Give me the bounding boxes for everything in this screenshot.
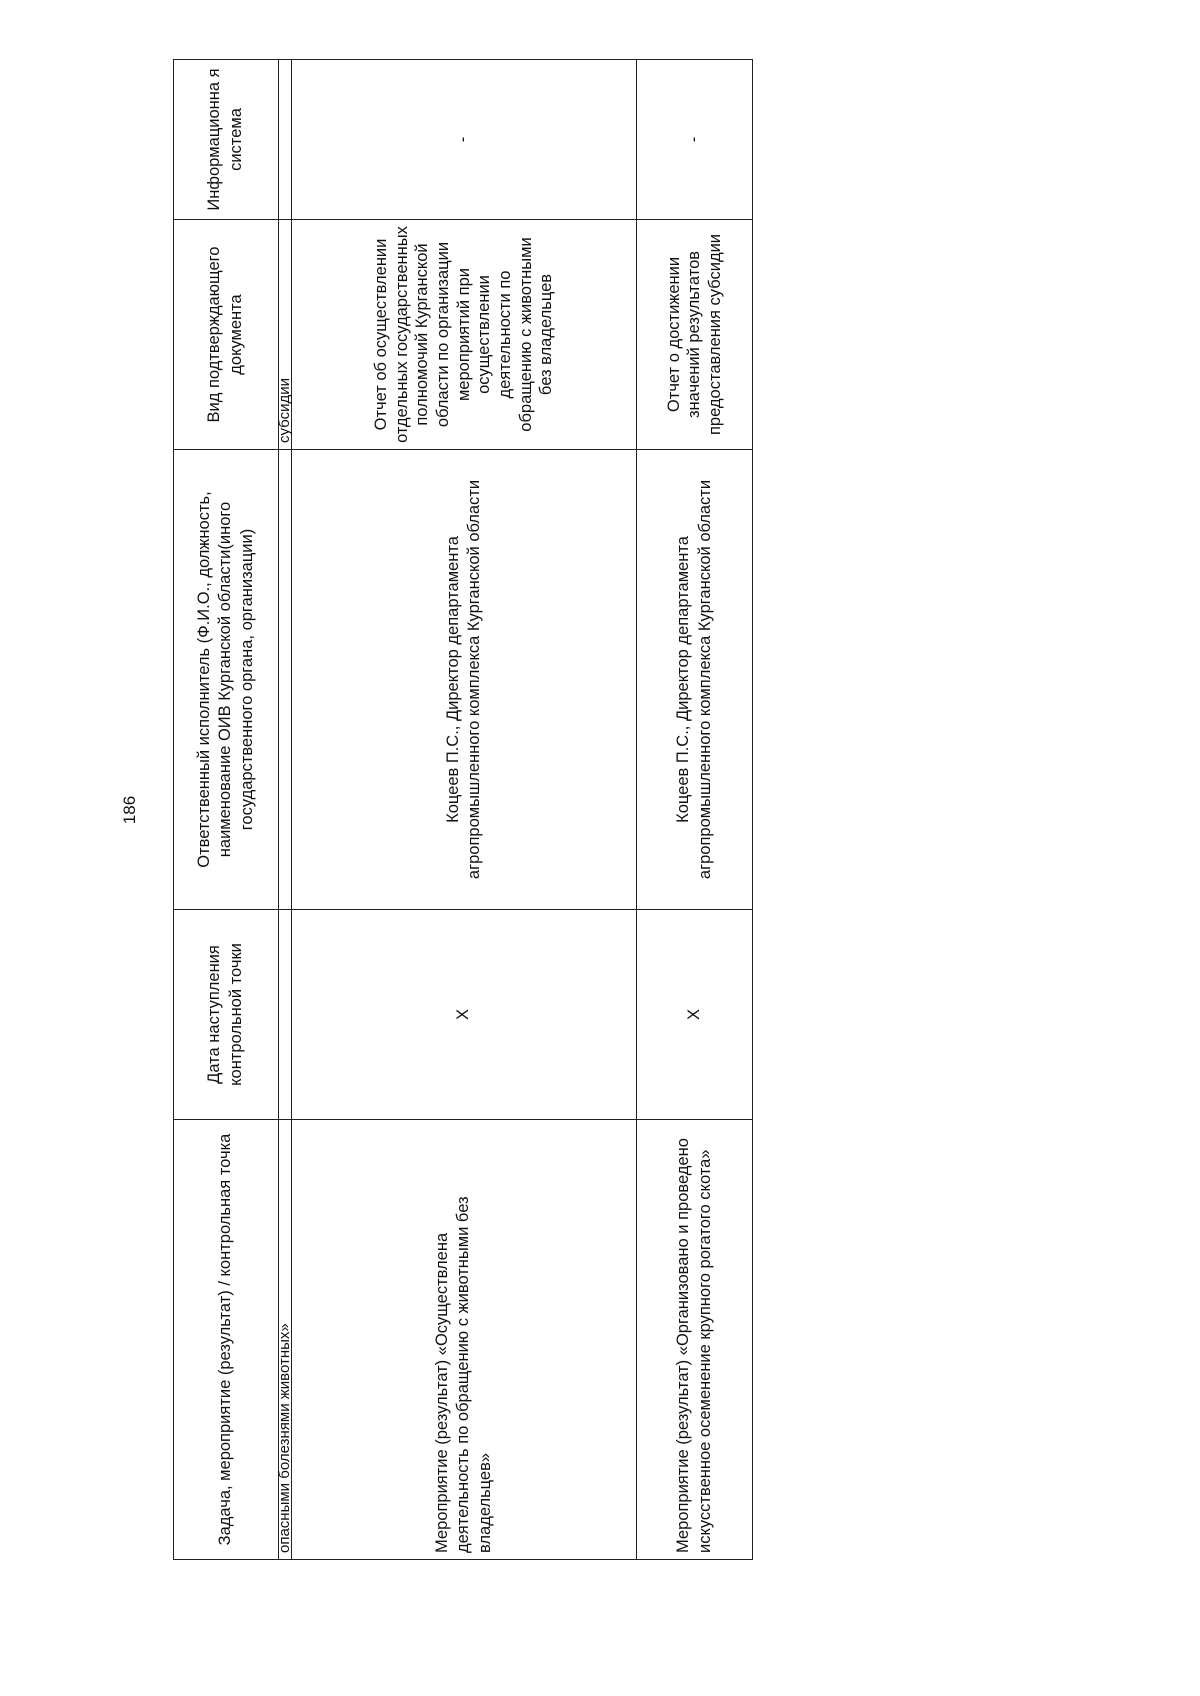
continuation-task: опасными болезнями животных» bbox=[278, 1120, 291, 1560]
table-row bbox=[291, 60, 636, 1560]
header-date: Дата наступления контрольной точки bbox=[174, 910, 279, 1120]
continuation-empty bbox=[278, 910, 291, 1120]
control-points-table bbox=[173, 59, 753, 1560]
row-date: Х bbox=[637, 910, 753, 1120]
table-row bbox=[637, 60, 753, 1560]
page-number: 186 bbox=[120, 795, 139, 825]
continuation-empty bbox=[278, 60, 291, 220]
table-header-row bbox=[174, 60, 279, 1560]
rotated-table-container bbox=[173, 60, 753, 1560]
continuation-row bbox=[278, 60, 291, 1560]
row-executor: Коцеев П.С., Директор департамента агропромышленного комплекса Курганской области bbox=[291, 450, 636, 910]
header-task: Задача, мероприятие (результат) / контрольная точка bbox=[174, 1120, 279, 1560]
row-executor: Коцеев П.С., Директор департамента агропромышленного комплекса Курганской области bbox=[637, 450, 753, 910]
row-document: Отчет об осуществлении отдельных государственных полномочий Курганской области по организации мероприятий при осуществлении деятельности по обращению с животными без владельцев bbox=[291, 220, 636, 450]
continuation-empty bbox=[278, 450, 291, 910]
row-document: Отчет о достижении значений результатов предоставления субсидии bbox=[637, 220, 753, 450]
row-information-system: - bbox=[637, 60, 753, 220]
row-task: Мероприятие (результат) «Осуществлена деятельность по обращению с животными без владельцев» bbox=[291, 1120, 636, 1560]
continuation-document: субсидии bbox=[278, 220, 291, 450]
header-document: Вид подтверждающего документа bbox=[174, 220, 279, 450]
row-date: Х bbox=[291, 910, 636, 1120]
row-task: Мероприятие (результат) «Организовано и проведено искусственное осеменение крупного рогатого скота» bbox=[637, 1120, 753, 1560]
header-information-system: Информационна я система bbox=[174, 60, 279, 220]
header-executor: Ответственный исполнитель (Ф.И.О., должность, наименование ОИВ Курганской области(иного государственного органа, организации) bbox=[174, 450, 279, 910]
row-information-system: - bbox=[291, 60, 636, 220]
